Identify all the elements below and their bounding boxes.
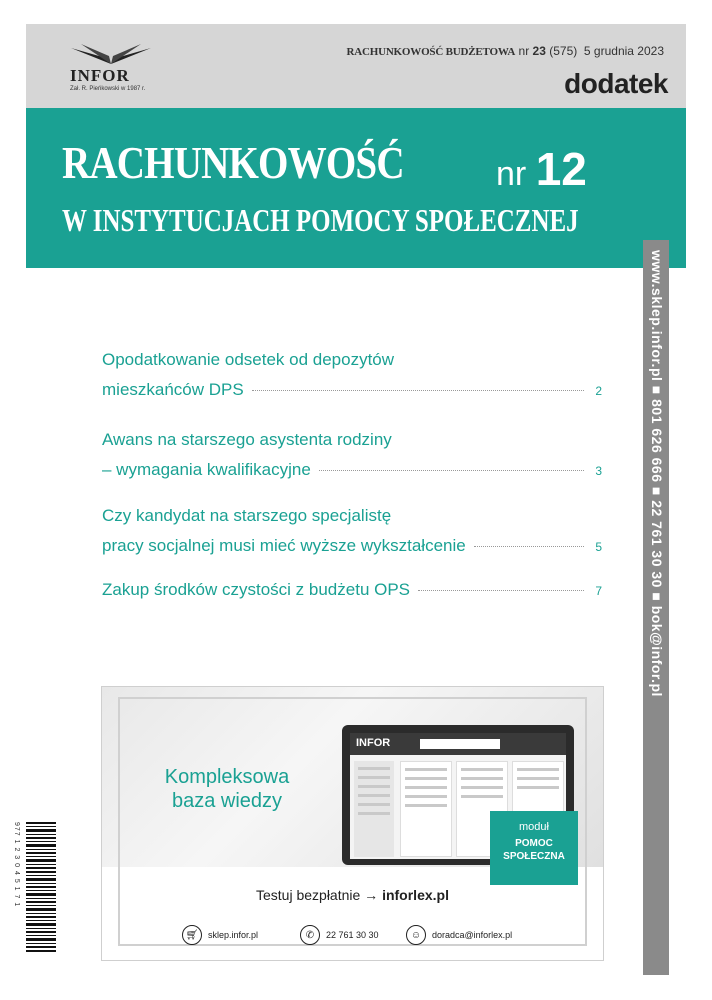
toc-item-line2: pracy socjalnej musi mieć wyższe wykształcenie bbox=[102, 536, 466, 555]
screen-search bbox=[420, 739, 500, 749]
contact-shop[interactable] bbox=[182, 923, 258, 947]
toc-item-line2: – wymagania kwalifikacyjne bbox=[102, 460, 311, 479]
issue-line bbox=[346, 44, 664, 58]
screen-topbar bbox=[350, 733, 566, 755]
page-title: RACHUNKOWOŚĆ bbox=[62, 137, 404, 188]
ad-slogan-line2: baza wiedzy bbox=[171, 790, 283, 812]
barcode-number: 977 1 2 3 0 4 5 1 7 1 bbox=[13, 822, 20, 908]
toc-dots bbox=[319, 470, 584, 471]
barcode-icon bbox=[26, 822, 56, 952]
toc-page-number: 7 bbox=[595, 584, 602, 598]
title-number bbox=[496, 142, 587, 196]
title-nr-value: 12 bbox=[535, 143, 587, 195]
infor-logo bbox=[60, 44, 180, 104]
phone-icon: ✆ bbox=[300, 925, 320, 945]
contact-text: sklep.infor.pl bbox=[208, 930, 259, 940]
publication-name: RACHUNKOWOŚĆ BUDŻETOWA bbox=[346, 46, 516, 58]
toc-item-line1: Opodatkowanie odsetek od depozytów bbox=[102, 350, 395, 369]
ad-contacts bbox=[182, 923, 532, 947]
cta-text: Testuj bezpłatnie → bbox=[256, 887, 379, 903]
toc-item-line1: Awans na starszego asystenta rodziny bbox=[102, 430, 392, 449]
module-label: moduł bbox=[519, 821, 549, 833]
toc-page-number: 2 bbox=[595, 384, 602, 398]
contact-advisor[interactable] bbox=[406, 923, 512, 947]
logo-subtitle: Zał. R. Pieńkowski w 1987 r. bbox=[70, 86, 146, 92]
page-subtitle: W INSTYTUCJACH POMOCY SPOŁECZNEJ bbox=[62, 202, 579, 238]
toc-dots bbox=[252, 390, 584, 391]
issue-number: 23 bbox=[532, 44, 546, 58]
contact-phone[interactable] bbox=[300, 923, 379, 947]
toc-page-number: 5 bbox=[595, 540, 602, 554]
issue-total: (575) bbox=[549, 44, 578, 58]
side-contact-text: www.sklep.infor.pl ■ 801 626 666 ■ 22 761 30 30 ■ bok@infor.pl bbox=[649, 250, 665, 697]
toc-item[interactable] bbox=[102, 575, 602, 606]
header bbox=[26, 24, 686, 108]
screen-logo: INFOR bbox=[356, 737, 391, 749]
ad-slogan-line1: Kompleksowa bbox=[164, 766, 290, 788]
toc-page-number: 3 bbox=[595, 464, 602, 478]
toc-item-line2: Zakup środków czystości z budżetu OPS bbox=[102, 580, 411, 599]
cta-link[interactable]: inforlex.pl bbox=[382, 887, 449, 903]
ad-cta[interactable] bbox=[102, 887, 603, 903]
module-name-line1: POMOC bbox=[515, 838, 553, 849]
toc-dots bbox=[418, 590, 584, 591]
contact-text: doradca@inforlex.pl bbox=[432, 930, 513, 940]
ad-slogan bbox=[152, 765, 302, 813]
advisor-icon: ☺ bbox=[406, 925, 426, 945]
issue-prefix: nr bbox=[518, 44, 530, 58]
cart-icon: 🛒︎ bbox=[182, 925, 202, 945]
toc-item[interactable] bbox=[102, 425, 602, 486]
toc-item[interactable] bbox=[102, 345, 602, 406]
supplement-label: dodatek bbox=[564, 68, 668, 99]
contact-text: 22 761 30 30 bbox=[326, 930, 379, 940]
toc-item-line1: Czy kandydat na starszego specjalistę bbox=[102, 506, 392, 525]
module-badge bbox=[490, 811, 578, 885]
toc-item[interactable] bbox=[102, 501, 602, 562]
logo-wings-icon bbox=[66, 44, 156, 66]
screen-sidebar bbox=[354, 761, 394, 857]
inforlex-ad bbox=[101, 686, 604, 961]
title-nr-label: nr bbox=[496, 155, 527, 193]
logo-text: INFOR bbox=[70, 66, 130, 85]
toc-item-line2: mieszkańców DPS bbox=[102, 380, 244, 399]
title-band bbox=[26, 108, 686, 268]
issue-date: 5 grudnia 2023 bbox=[583, 44, 664, 58]
module-name-line2: SPOŁECZNA bbox=[503, 851, 565, 862]
screen-column bbox=[400, 761, 452, 857]
toc-dots bbox=[474, 546, 584, 547]
